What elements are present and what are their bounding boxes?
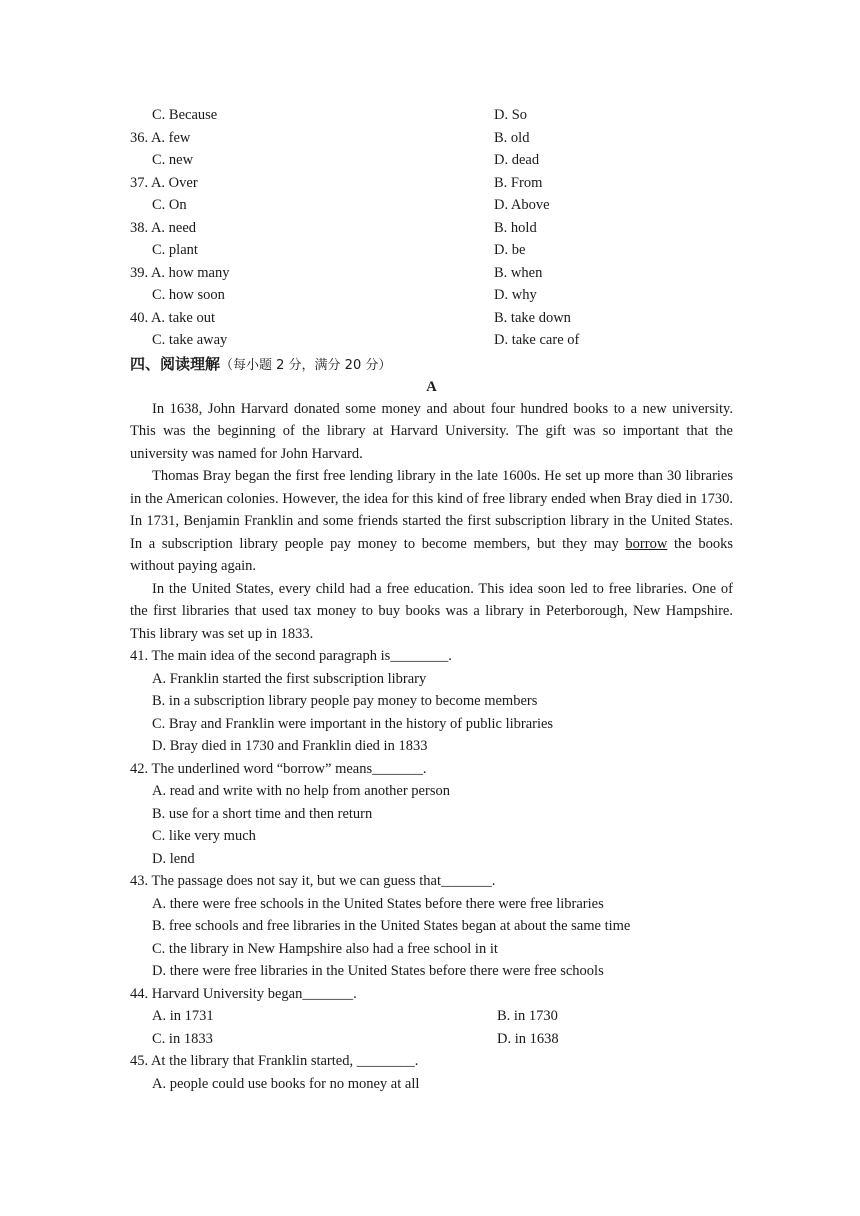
cloze-option-right[interactable]: B. old — [494, 129, 530, 146]
cloze-option-left[interactable]: C. new — [152, 152, 194, 168]
cloze-option-right[interactable]: D. dead — [494, 152, 540, 168]
paragraph-2-text-before: Thomas Bray began the first free lending library in the late 1600s. He set up more than 30 libraries in the American colonies. However, the idea for this kind of free library ended when Bray died in 1730. In 1731, Benjamin Franklin and some friends started the first subscription library in the United States. In a subscription library people pay money to become members, but they may — [130, 468, 733, 552]
cloze-option-row — [130, 239, 733, 262]
question-42-option-d[interactable]: D. lend — [152, 850, 195, 867]
cloze-option-right[interactable]: D. why — [494, 287, 537, 303]
cloze-option-row — [130, 262, 733, 285]
cloze-option-row — [130, 307, 733, 330]
question-43-stem: 43. The passage does not say it, but we can guess that_______. — [130, 873, 496, 889]
exam-page — [130, 104, 733, 1095]
cloze-option-right[interactable]: B. when — [494, 264, 543, 281]
question-44-options-row-1 — [130, 1005, 733, 1028]
question-44-stem: 44. Harvard University began_______. — [130, 985, 357, 1002]
passage-paragraph-3: In the United States, every child had a free education. This idea soon led to free libraries. One of the first libraries that used tax money to buy books was a library in Peterborough, New Hampshire. This library was set up in 1833. — [130, 580, 733, 642]
cloze-option-row — [130, 149, 733, 172]
question-45-option-a[interactable]: A. people could use books for no money at all — [152, 1075, 420, 1092]
section-heading — [130, 352, 733, 376]
cloze-option-right[interactable]: D. be — [494, 242, 526, 258]
cloze-option-row — [130, 217, 733, 240]
cloze-option-row — [130, 127, 733, 150]
question-43-option-a[interactable]: A. there were free schools in the United States before there were free libraries — [152, 895, 604, 912]
question-44-option-a[interactable]: A. in 1731 — [152, 1008, 214, 1024]
question-41-stem: 41. The main idea of the second paragraph is________. — [130, 648, 452, 664]
cloze-option-left[interactable]: C. take away — [152, 332, 228, 348]
cloze-option-left[interactable]: C. plant — [152, 242, 198, 258]
question-42-option-b[interactable]: B. use for a short time and then return — [152, 805, 373, 822]
cloze-option-right[interactable]: D. Above — [494, 197, 550, 213]
cloze-option-row — [130, 329, 733, 352]
question-45-stem: 45. At the library that Franklin started, ________. — [130, 1053, 419, 1069]
question-42-stem: 42. The underlined word “borrow” means_______. — [130, 760, 427, 777]
question-42-option-a[interactable]: A. read and write with no help from another person — [152, 783, 450, 799]
section-score-note: （每小题 2 分，满分 20 分） — [220, 357, 392, 373]
cloze-option-row — [130, 104, 733, 127]
paragraph-2-text-after: the books without paying again. — [130, 535, 733, 574]
question-44-option-d[interactable]: D. in 1638 — [497, 1030, 559, 1047]
question-41-option-d[interactable]: D. Bray died in 1730 and Franklin died in 1833 — [152, 738, 428, 754]
cloze-option-right[interactable]: B. hold — [494, 219, 537, 236]
cloze-option-left[interactable]: C. On — [152, 197, 187, 213]
question-41-option-b[interactable]: B. in a subscription library people pay money to become members — [152, 693, 538, 709]
cloze-option-right[interactable]: B. From — [494, 174, 543, 191]
question-44-option-c[interactable]: C. in 1833 — [152, 1030, 213, 1047]
question-43-option-b[interactable]: B. free schools and free libraries in the United States began at about the same time — [152, 918, 631, 934]
question-44-options-row-2 — [130, 1028, 733, 1051]
cloze-option-right[interactable]: D. So — [494, 107, 528, 123]
section-title: 四、阅读理解 — [130, 354, 221, 373]
cloze-option-left[interactable]: 37. A. Over — [130, 174, 198, 191]
cloze-option-left[interactable]: 40. A. take out — [130, 309, 215, 326]
question-43-option-c[interactable]: C. the library in New Hampshire also had a free school in it — [152, 940, 498, 957]
cloze-option-left[interactable]: 36. A. few — [130, 129, 191, 146]
question-42-option-c[interactable]: C. like very much — [152, 828, 256, 844]
cloze-options-block — [130, 104, 733, 352]
cloze-option-row — [130, 284, 733, 307]
question-41-option-a[interactable]: A. Franklin started the first subscription library — [152, 670, 427, 687]
cloze-option-row — [130, 172, 733, 195]
cloze-option-left[interactable]: C. Because — [152, 107, 218, 123]
question-43-option-d[interactable]: D. there were free libraries in the United States before there were free schools — [152, 963, 604, 979]
cloze-option-left[interactable]: C. how soon — [152, 287, 225, 303]
passage-paragraph-2 — [130, 465, 733, 578]
passage-paragraph-1: In 1638, John Harvard donated some money and about four hundred books to a new university. This was the beginning of the library at Harvard University. The gift was so important that the university was named for John Harvard. — [130, 400, 733, 462]
question-41-option-c[interactable]: C. Bray and Franklin were important in the history of public libraries — [152, 715, 554, 732]
cloze-option-left[interactable]: 39. A. how many — [130, 264, 230, 281]
cloze-option-left[interactable]: 38. A. need — [130, 219, 197, 236]
cloze-option-right[interactable]: B. take down — [494, 309, 571, 326]
cloze-option-row — [130, 194, 733, 217]
question-44-option-b[interactable]: B. in 1730 — [497, 1008, 558, 1024]
passage-label: A — [426, 378, 437, 395]
underlined-word-borrow: borrow — [625, 535, 668, 552]
cloze-option-right[interactable]: D. take care of — [494, 332, 580, 348]
